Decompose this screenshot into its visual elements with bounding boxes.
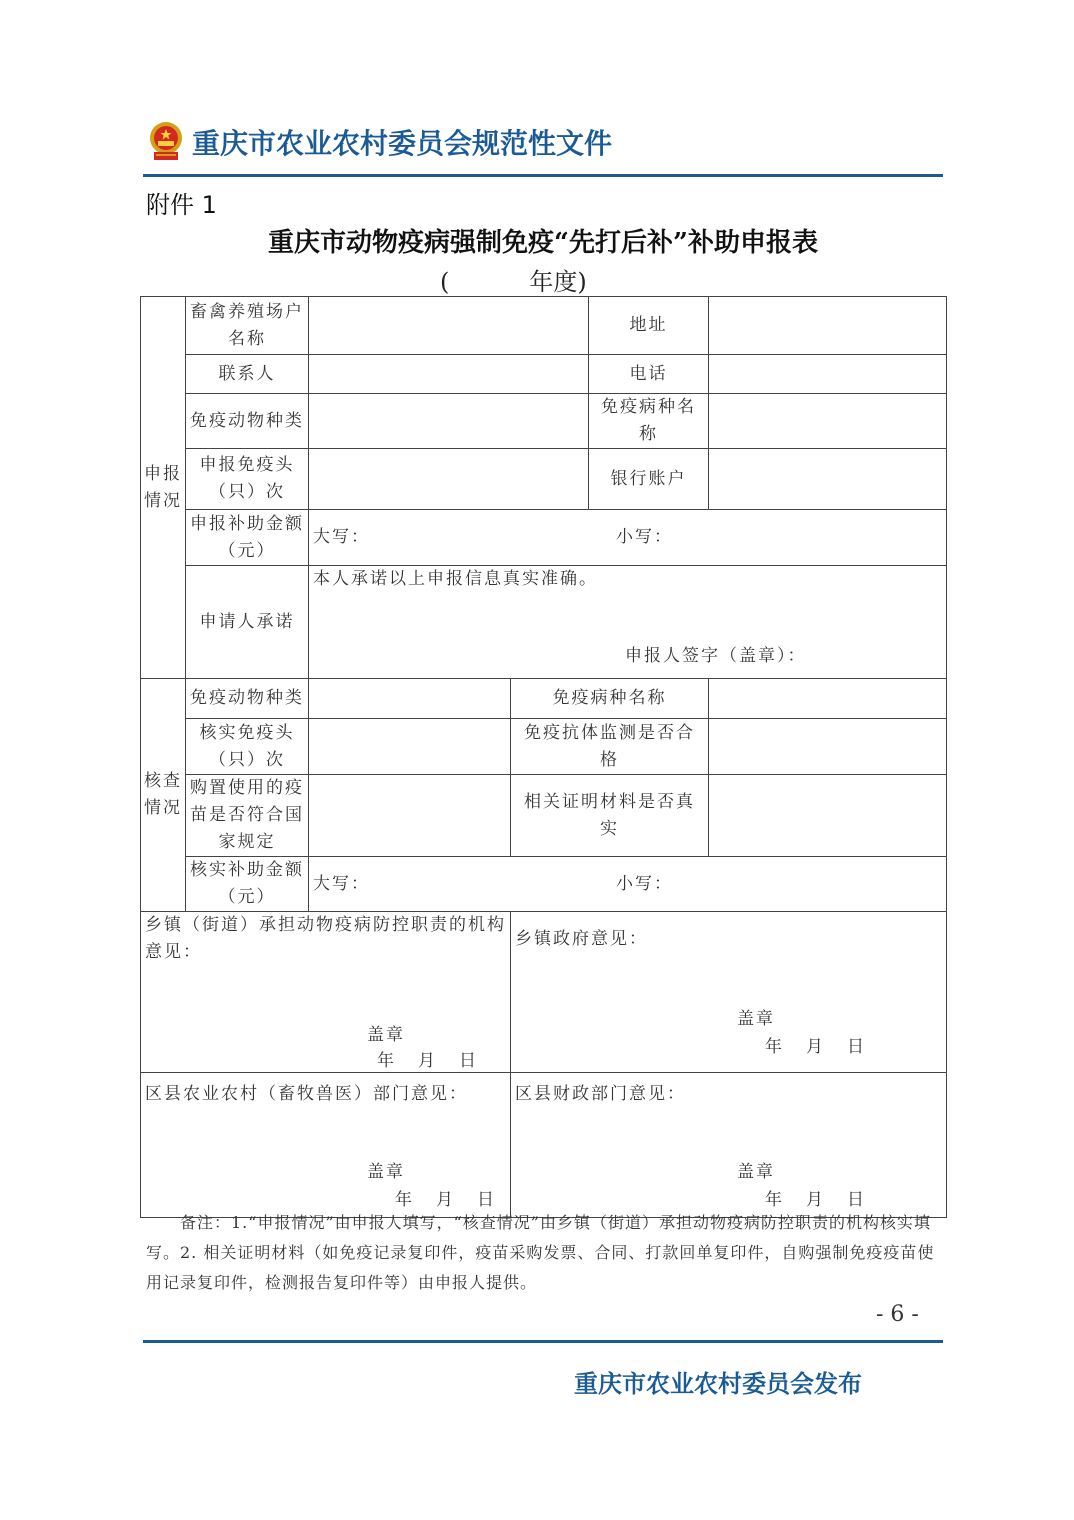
seal-label: 盖章 [737, 1162, 775, 1182]
field-address[interactable] [709, 297, 947, 355]
field-promise[interactable] [309, 566, 947, 679]
field-antibody[interactable] [709, 719, 947, 775]
lower-label: 小写： [616, 527, 673, 547]
date-day: 日 [459, 1051, 478, 1071]
field-verify-amount[interactable] [309, 857, 947, 912]
upper-label: 大写： [313, 527, 370, 547]
seal-label: 盖章 [737, 1009, 775, 1029]
year-line [440, 262, 587, 297]
page-number: - 6 - [876, 1302, 919, 1327]
label-proof: 相关证明材料是否真实 [511, 775, 709, 857]
date-year: 年 [765, 1037, 784, 1057]
label-address: 地址 [589, 297, 709, 355]
footnote [146, 1208, 946, 1298]
date-year: 年 [377, 1051, 396, 1071]
national-emblem-icon [146, 120, 186, 164]
page-title: 重庆市动物疫病强制免疫“先打后补”补助申报表 [268, 228, 818, 258]
label-declare-count: 申报免疫头（只）次 [186, 449, 309, 510]
lower-label: 小写： [616, 873, 673, 894]
field-vaccine[interactable] [309, 775, 511, 857]
field-verify-animal[interactable] [309, 679, 511, 719]
date-line [765, 1034, 866, 1061]
opinion-county-finance[interactable] [511, 1073, 947, 1218]
opinion-label: 区县财政部门意见： [515, 1084, 686, 1104]
year-open: ( [440, 268, 450, 296]
date-year: 年 [765, 1190, 784, 1210]
label-disease-name: 免疫病种名称 [589, 394, 709, 449]
seal-label: 盖章 [367, 1162, 405, 1182]
field-farm-name[interactable] [309, 297, 589, 355]
label-promise: 申请人承诺 [186, 566, 309, 679]
label-contact: 联系人 [186, 355, 309, 394]
label-bank: 银行账户 [589, 449, 709, 510]
opinion-label: 区县农业农村（畜牧兽医）部门意见： [145, 1084, 468, 1104]
upper-label: 大写： [313, 873, 370, 894]
label-verify-animal: 免疫动物种类 [186, 679, 309, 719]
date-month: 月 [806, 1190, 825, 1210]
field-contact[interactable] [309, 355, 589, 394]
label-declare-amount: 申报补助金额（元） [186, 510, 309, 566]
date-day: 日 [847, 1037, 866, 1057]
field-declare-count[interactable] [309, 449, 589, 510]
label-verify-disease: 免疫病种名称 [511, 679, 709, 719]
header-rule [143, 174, 943, 177]
date-day: 日 [477, 1190, 496, 1210]
seal-label: 盖章 [367, 1025, 405, 1045]
label-vaccine: 购置使用的疫苗是否符合国家规定 [186, 775, 309, 857]
document-header [146, 120, 612, 164]
promise-text: 本人承诺以上申报信息真实准确。 [313, 569, 598, 589]
field-phone[interactable] [709, 355, 947, 394]
opinion-town-agency[interactable] [141, 912, 511, 1073]
field-disease-name[interactable] [709, 394, 947, 449]
date-line [377, 1048, 478, 1075]
application-form [140, 296, 947, 1218]
date-year: 年 [395, 1190, 414, 1210]
header-title: 重庆市农业农村委员会规范性文件 [192, 127, 613, 160]
field-bank[interactable] [709, 449, 947, 510]
date-month: 月 [418, 1051, 437, 1071]
label-phone: 电话 [589, 355, 709, 394]
opinion-label: 乡镇（街道）承担动物疫病防控职责的机构意见： [145, 915, 506, 962]
year-label: 年度) [529, 268, 587, 296]
date-month: 月 [806, 1037, 825, 1057]
signature-label: 申报人签字（盖章）： [625, 646, 807, 666]
publisher: 重庆市农业农村委员会发布 [574, 1370, 862, 1398]
field-verify-count[interactable] [309, 719, 511, 775]
label-verify-amount: 核实补助金额（元） [186, 857, 309, 912]
footnote-text: 备注：1.“申报情况”由申报人填写，“核查情况”由乡镇（街道）承担动物疫病防控职责的机构核实填写。2. 相关证明材料（如免疫记录复印件，疫苗采购发票、合同、打款回单复印件，自购强制免疫疫苗使用记录复印件，检测报告复印件等）由申报人提供。 [146, 1213, 935, 1292]
opinion-label: 乡镇政府意见： [515, 929, 648, 949]
label-verify-count: 核实免疫头（只）次 [186, 719, 309, 775]
section-verify: 核查情况 [141, 679, 186, 912]
date-month: 月 [436, 1190, 455, 1210]
label-animal-type: 免疫动物种类 [186, 394, 309, 449]
annex-label: 附件 1 [146, 191, 217, 219]
field-verify-disease[interactable] [709, 679, 947, 719]
field-declare-amount[interactable] [309, 510, 947, 566]
label-farm-name: 畜禽养殖场户名称 [186, 297, 309, 355]
label-antibody: 免疫抗体监测是否合格 [511, 719, 709, 775]
section-declare: 申报情况 [141, 297, 186, 679]
field-animal-type[interactable] [309, 394, 589, 449]
opinion-county-agriculture[interactable] [141, 1073, 511, 1218]
opinion-town-government[interactable] [511, 912, 947, 1073]
date-day: 日 [847, 1190, 866, 1210]
field-proof[interactable] [709, 775, 947, 857]
footer-rule [143, 1340, 943, 1343]
